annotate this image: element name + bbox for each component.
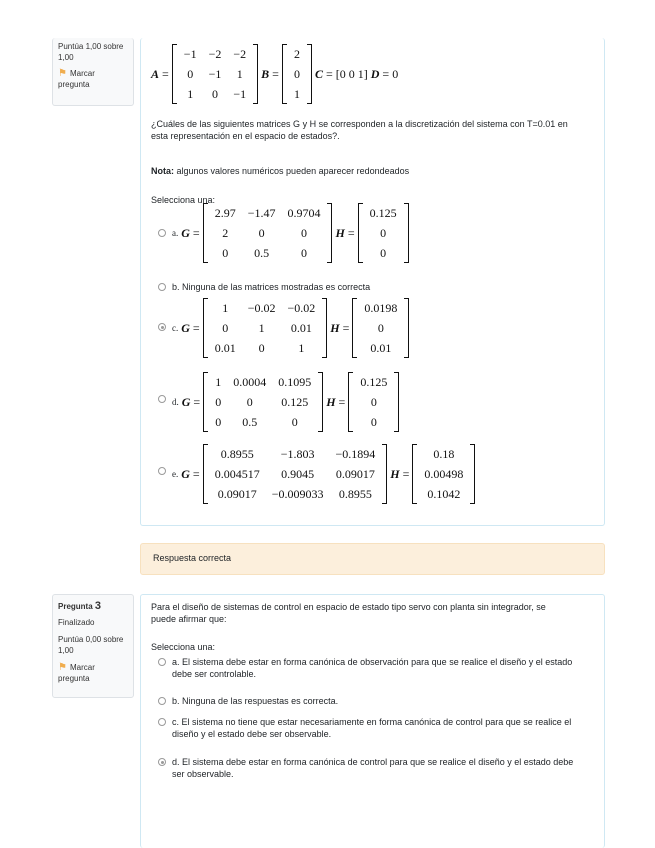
q3-flag-button[interactable] xyxy=(58,662,128,684)
q2-option-e-G-cell: −1.803 xyxy=(280,446,315,461)
q2-option-e-radio[interactable] xyxy=(158,467,166,475)
matrix-B-cell: 0 xyxy=(293,66,300,81)
system-definition: A = −1 −2 −2 0 −1 1 1 0 −1 B = 2 0 1 C = [0 0 1] D = 0 xyxy=(151,44,398,104)
q3-option-c-text: El sistema no tiene que estar necesariamente en forma canónica de control para que se realice el diseño y el estado debe ser observable. xyxy=(172,717,572,739)
matrix-C-symbol: C xyxy=(314,66,323,81)
q2-option-d-G-cell: 0.1095 xyxy=(278,374,312,389)
q2-option-a-G-cell: 2.97 xyxy=(214,205,236,220)
q2-option-c-radio[interactable] xyxy=(158,323,166,331)
q3-number: Pregunta 3 xyxy=(58,600,102,612)
q2-option-c-G xyxy=(203,298,328,358)
q2-select-label: Selecciona una: xyxy=(151,195,216,205)
q2-option-a-radio[interactable] xyxy=(158,229,166,237)
q2-flag-label: Marcar pregunta xyxy=(58,69,95,89)
q2-option-d-G-cell: 0.5 xyxy=(242,414,258,429)
q2-option-e-H xyxy=(412,444,475,504)
q3-select-label: Selecciona una: xyxy=(151,642,216,652)
flag-icon: ⚑ xyxy=(58,662,67,673)
q2-feedback xyxy=(140,543,605,575)
q2-option-d-G-cell: 1 xyxy=(215,374,222,389)
q2-note-text: algunos valores numéricos pueden aparecer redondeados xyxy=(174,166,410,176)
q3-option-d-radio[interactable] xyxy=(158,758,166,766)
matrix-C: [0 0 1] xyxy=(335,66,368,81)
q2-option-e-G-cell: 0.9045 xyxy=(281,466,315,481)
q2-option-c-G-cell: 1 xyxy=(222,300,229,315)
q2-option-e-G-cell: 0.004517 xyxy=(214,466,260,481)
q2-option-a-H-cell: 0.125 xyxy=(369,205,397,220)
q3-score: Puntúa 0,00 sobre 1,00 xyxy=(58,635,124,655)
q2-option-c-G-cell: 0.01 xyxy=(214,340,236,355)
q2-option-a-H-cell: 0 xyxy=(380,245,387,260)
q3-flag-label: Marcar pregunta xyxy=(58,663,95,683)
q2-option-a-H xyxy=(358,203,409,263)
q2-option-d-label: d. xyxy=(172,397,179,407)
q2-option-a-G-cell: 0.9704 xyxy=(287,205,321,220)
q2-option-a-G-cell: 0 xyxy=(258,225,265,240)
q2-option-a-G-cell: 0 xyxy=(300,225,307,240)
q2-option-a-H-cell: 0 xyxy=(380,225,387,240)
q2-option-d-G-cell: 0 xyxy=(215,394,222,409)
q2-info-box xyxy=(52,38,134,106)
matrix-A xyxy=(172,44,258,104)
matrix-B xyxy=(282,44,312,104)
matrix-B-cell: 1 xyxy=(293,86,300,101)
q2-option-e-G xyxy=(203,444,388,504)
q2-option-a-G-cell: −1.47 xyxy=(247,205,276,220)
q2-option-c-G-cell: −0.02 xyxy=(247,300,276,315)
q2-option-e-G-cell: 0.8955 xyxy=(220,446,254,461)
matrix-A-cell: 1 xyxy=(236,66,243,81)
q2-flag-button[interactable] xyxy=(58,68,128,90)
q2-option-d-H xyxy=(348,372,399,432)
q2-score: Puntúa 1,00 sobre 1,00 xyxy=(58,42,124,62)
q2-option-a-G-cell: 2 xyxy=(222,225,229,240)
q2-option-c-G-cell: 0 xyxy=(258,340,265,355)
matrix-B-cell: 2 xyxy=(293,46,300,61)
q2-option-c-G-cell: 0.01 xyxy=(290,320,312,335)
q3-option-c-radio[interactable] xyxy=(158,718,166,726)
q2-option-c-H xyxy=(352,298,409,358)
matrix-A-cell: −1 xyxy=(183,46,197,61)
q2-feedback-text: Respuesta correcta xyxy=(153,553,232,563)
q2-option-d-G-cell: 0 xyxy=(291,414,298,429)
q2-option-e-G-cell: 0.09017 xyxy=(217,486,257,501)
q3-option-a-text: El sistema debe estar en forma canónica de observación para que se realice el diseño y el estado debe ser controlable. xyxy=(172,657,573,679)
q2-option-d-H-cell: 0 xyxy=(370,394,377,409)
q3-info-box xyxy=(52,594,134,698)
q2-option-c-G-cell: 0 xyxy=(222,320,229,335)
q2-option-d-radio[interactable] xyxy=(158,395,166,403)
q2-option-d-H-cell: 0.125 xyxy=(360,374,388,389)
q3-status: Finalizado xyxy=(58,618,95,627)
q2-option-d-H-cell: 0 xyxy=(370,414,377,429)
q2-option-a-G xyxy=(203,203,333,263)
q2-option-e-G-cell: 0.09017 xyxy=(335,466,375,481)
q3-option-a-radio[interactable] xyxy=(158,658,166,666)
matrix-A-cell: 0 xyxy=(187,66,194,81)
matrix-A-symbol: A xyxy=(151,66,160,81)
q2-option-d-G xyxy=(203,372,323,432)
matrix-A-cell: −1 xyxy=(233,86,247,101)
matrix-A-cell: 1 xyxy=(187,86,194,101)
q2-option-c-G-cell: −0.02 xyxy=(287,300,316,315)
q2-option-c-H-cell: 0.01 xyxy=(370,340,392,355)
matrix-A-cell: −2 xyxy=(208,46,222,61)
q3-option-b-radio[interactable] xyxy=(158,697,166,705)
q3-option-b-text: Ninguna de las respuestas es correcta. xyxy=(182,696,339,706)
q2-option-e-G-cell: −0.009033 xyxy=(271,486,324,501)
q2-option-c-H-cell: 0 xyxy=(377,320,384,335)
q2-option-e-H-cell: 0.00498 xyxy=(424,466,464,481)
q2-option-a-G-cell: 0.5 xyxy=(254,245,270,260)
q3-question-text: Para el diseño de sistemas de control en espacio de estado tipo servo con planta sin integrador, se puede afirmar que: xyxy=(151,602,546,624)
q2-option-e-label: e. xyxy=(172,469,179,479)
q2-question-text: ¿Cuáles de las siguientes matrices G y H se corresponden a la discretización del sistema con T=0.01 en esta representación en el espacio de estados?. xyxy=(151,119,568,141)
q2-option-c-G-cell: 1 xyxy=(298,340,305,355)
q2-option-e-H-cell: 0.1042 xyxy=(427,486,461,501)
q2-option-d-G-cell: 0 xyxy=(215,414,222,429)
q2-option-d-G-cell: 0.0004 xyxy=(233,374,267,389)
matrix-A-cell: −2 xyxy=(233,46,247,61)
matrix-D-symbol: D xyxy=(370,66,380,81)
matrix-A-cell: 0 xyxy=(211,86,218,101)
q2-option-d-G-cell: 0 xyxy=(246,394,253,409)
q2-option-c-G-cell: 1 xyxy=(258,320,265,335)
flag-icon: ⚑ xyxy=(58,68,67,79)
q2-option-b-text: b. Ninguna de las matrices mostradas es correcta xyxy=(172,282,371,292)
q3-option-d-text: El sistema debe estar en forma canónica de control para que se realice el diseño y el estado debe ser observable. xyxy=(172,757,574,779)
q2-option-a-label: a. xyxy=(172,228,179,238)
q2-option-b-radio[interactable] xyxy=(158,283,166,291)
q2-option-e-H-cell: 0.18 xyxy=(433,446,455,461)
matrix-A-cell: −1 xyxy=(208,66,222,81)
q2-option-d-G-cell: 0.125 xyxy=(281,394,309,409)
matrix-B-symbol: B xyxy=(261,66,270,81)
q2-option-a-G-cell: 0 xyxy=(222,245,229,260)
q2-option-e-G-cell: 0.8955 xyxy=(338,486,372,501)
q2-option-e-G-cell: −0.1894 xyxy=(335,446,376,461)
q2-option-a-G-cell: 0 xyxy=(300,245,307,260)
q2-option-c-H-cell: 0.0198 xyxy=(364,300,398,315)
matrix-D: 0 xyxy=(392,66,399,81)
q2-option-c-label: c. xyxy=(172,323,179,333)
q2-note-label: Nota: xyxy=(151,166,174,176)
q2-note xyxy=(151,165,409,177)
